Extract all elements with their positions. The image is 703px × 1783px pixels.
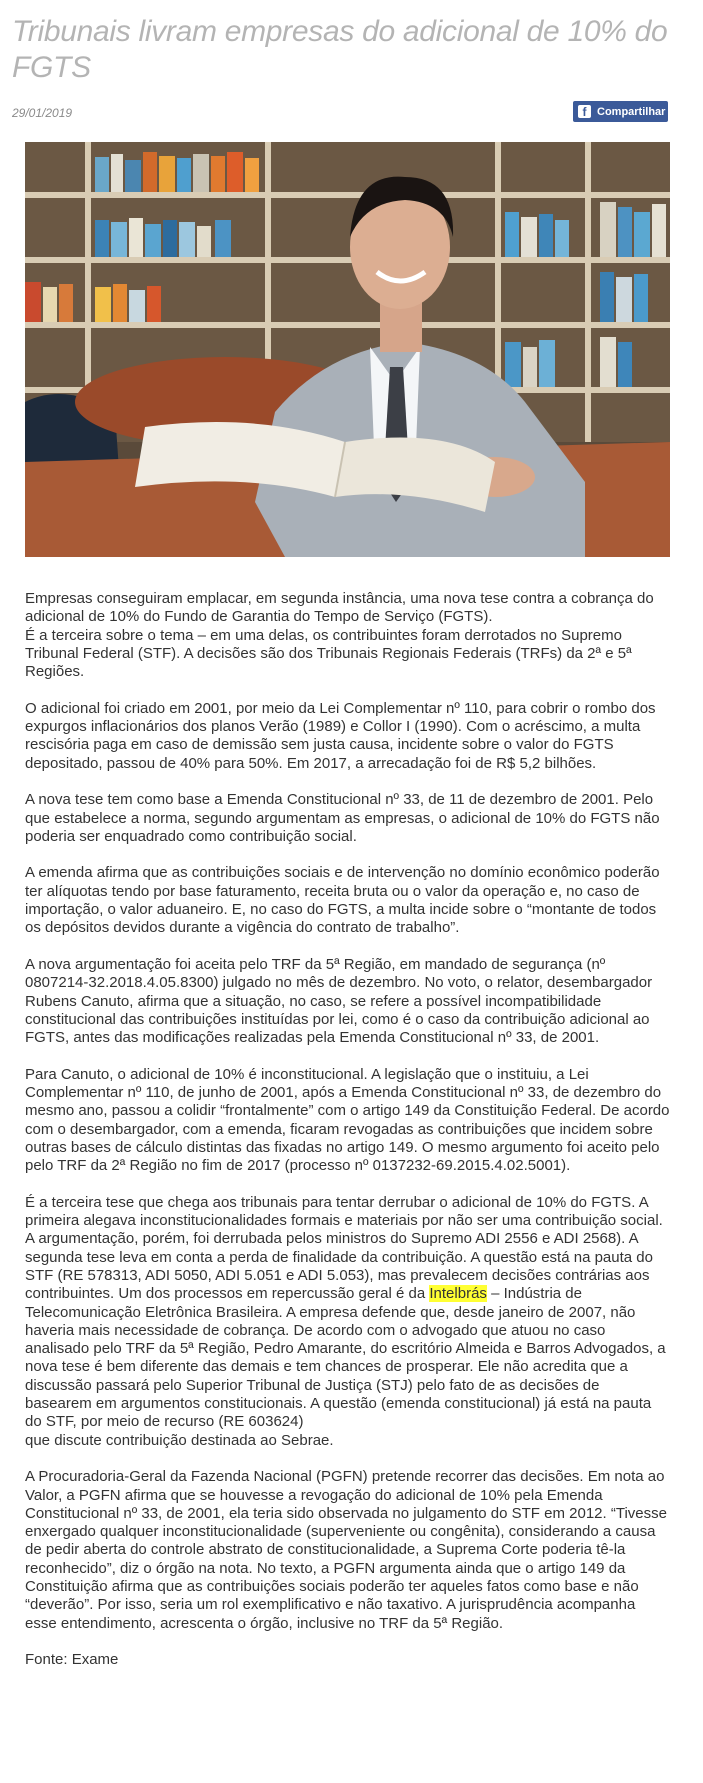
article-paragraph-6: Para Canuto, o adicional de 10% é inconstitucional. A legislação que o instituiu, a Lei Complementar nº 110, de junho de 2001, após a Emenda Constitucional nº 33, de dezembro do mesmo ano, passou a colidir “frontalmente” com o artigo 149 da Constituição Federal. De acordo com o desembargador, com a emenda, ficaram revogadas as contribuições que incidem sobre outras bases de cálculo distintas das fixadas no artigo 149. O mesmo argumento foi aceito pelo pelo TRF da 2ª Região no fim de 2017 (processo nº 0137232-69.2015.4.02.5001). <box>25 1065 670 1175</box>
paragraph-7-text-after: – Indústria de Telecomunicação Eletrônica Brasileira. A empresa defende que, desde janeiro de 2007, não haveria mais necessidade de cobrança. De acordo com o advogado que atuou no caso analisado pelo TRF da 5ª Região, Pedro Amarante, do escritório Almeida e Barros Advogados, a nova tese é bem diferente das demais e tem chances de prosperar. Ele não acredita que a discussão passará pelo Superior Tribunal de Justiça (STJ) pelo fato de as decisões de basearem em argumentos constitucionais. A questão (emenda constitucional) já está na pauta do STF, por meio de recurso (RE 603624) que discute contribuição destinada ao Sebrae. <box>25 1285 666 1449</box>
article-body <box>25 590 670 1688</box>
article-paragraph-5: A nova argumentação foi aceita pelo TRF da 5ª Região, em mandado de segurança (nº 0807214-32.2018.4.05.8300) julgado no mês de dezembro. No voto, o relator, desembargador Rubens Canuto, afirma que a situação, no caso, se refere a possível incompatibilidade constitucional das contribuições instituídas por lei, como é o caso da contribuição adicional ao FGTS, antes das modificações realizadas pela Emenda Constitucional nº 33, de 2001. <box>25 955 653 1047</box>
article-source: Fonte: Exame <box>25 1651 119 1669</box>
facebook-icon: f <box>578 105 591 118</box>
paragraph-7-text-before: É a terceira tese que chega aos tribunais para tentar derrubar o adicional de 10% do FGTS. A primeira alegava inconstitucionalidades formais e materiais por não ser uma contribuição social. A argumentação, porém, foi derrubada pelos ministros do Supremo ADI 2556 e ADI 2568). A segunda tese leva em conta a perda de finalidade da contribuição. A questão está na pauta do STF (RE 578313, ADI 5050, ADI 5.051 e ADI 5.053), mas prevalecem decisões contrárias aos contribuintes. Um dos processos em repercussão geral é da <box>25 1193 663 1303</box>
article-paragraph-1: Empresas conseguiram emplacar, em segunda instância, uma nova tese contra a cobrança do adicional de 10% do Fundo de Garantia do Tempo de Serviço (FGTS). É a terceira sobre o tema – em uma delas, os contribuintes foram derrotados no Supremo Tribunal Federal (STF). A decisões são dos Tribunais Regionais Federais (TRFs) da 2ª e 5ª Regiões. <box>25 590 654 681</box>
article-title: Tribunais livram empresas do adicional de 10% do FGTS <box>12 15 668 84</box>
share-button[interactable] <box>573 101 668 122</box>
article-photo-illustration <box>25 142 670 557</box>
article-paragraph-7 <box>25 1194 670 1450</box>
article-paragraph-8: A Procuradoria-Geral da Fazenda Nacional (PGFN) pretende recorrer das decisões. Em nota ao Valor, a PGFN afirma que se houvesse a revogação do adicional de 10% pela Emenda Constitucional nº 33, de 2001, ela teria sido observada no julgamento do STF em 2012. “Tivesse enxergado qualquer inconstitucionalidade (superveniente ou congênita), considerando a causa de pedir aberta do controle abstrato de constitucionalidade, a Suprema Corte poderia tê-la reconhecido”, diz o órgão na nota. No texto, a PGFN argumenta ainda que o artigo 149 da Constituição afirma que as contribuições sociais poderão ter aqueles fatos como base e não “deverão”. Por isso, seria um rol exemplificativo e não taxativo. A jurisprudência acompanha esse entendimento, acrescenta o órgão, inclusive no TRF da 5ª Região. <box>25 1468 667 1632</box>
article-paragraph-2: O adicional foi criado em 2001, por meio da Lei Complementar nº 110, para cobrir o rombo dos expurgos inflacionários dos planos Verão (1989) e Collor I (1990). Com o acréscimo, a multa rescisória paga em caso de demissão sem justa causa, incidente sobre o valor do FGTS depositado, passou de 40% para 50%. Em 2017, a arrecadação foi de R$ 5,2 bilhões. <box>25 699 656 772</box>
share-button-label: Compartilhar <box>597 105 666 118</box>
article-paragraph-3: A nova tese tem como base a Emenda Constitucional nº 33, de 11 de dezembro de 2001. Pelo que estabelece a norma, segundo argumentam as empresas, o adicional de 10% do FGTS não poderia ser enquadrado como contribuição social. <box>25 791 660 845</box>
article-date: 29/01/2019 <box>12 106 73 120</box>
article-paragraph-4: A emenda afirma que as contribuições sociais e de intervenção no domínio econômico poderão ter alíquotas tendo por base faturamento, receita bruta ou o valor da operação e, no caso de importação, o valor aduaneiro. E, no caso do FGTS, a multa incide sobre o “montante de todos os depósitos devidos durante a vigência do contrato de trabalho”. <box>25 864 660 937</box>
article-photo <box>25 142 670 557</box>
highlighted-company-name: Intelbrás <box>429 1285 487 1303</box>
